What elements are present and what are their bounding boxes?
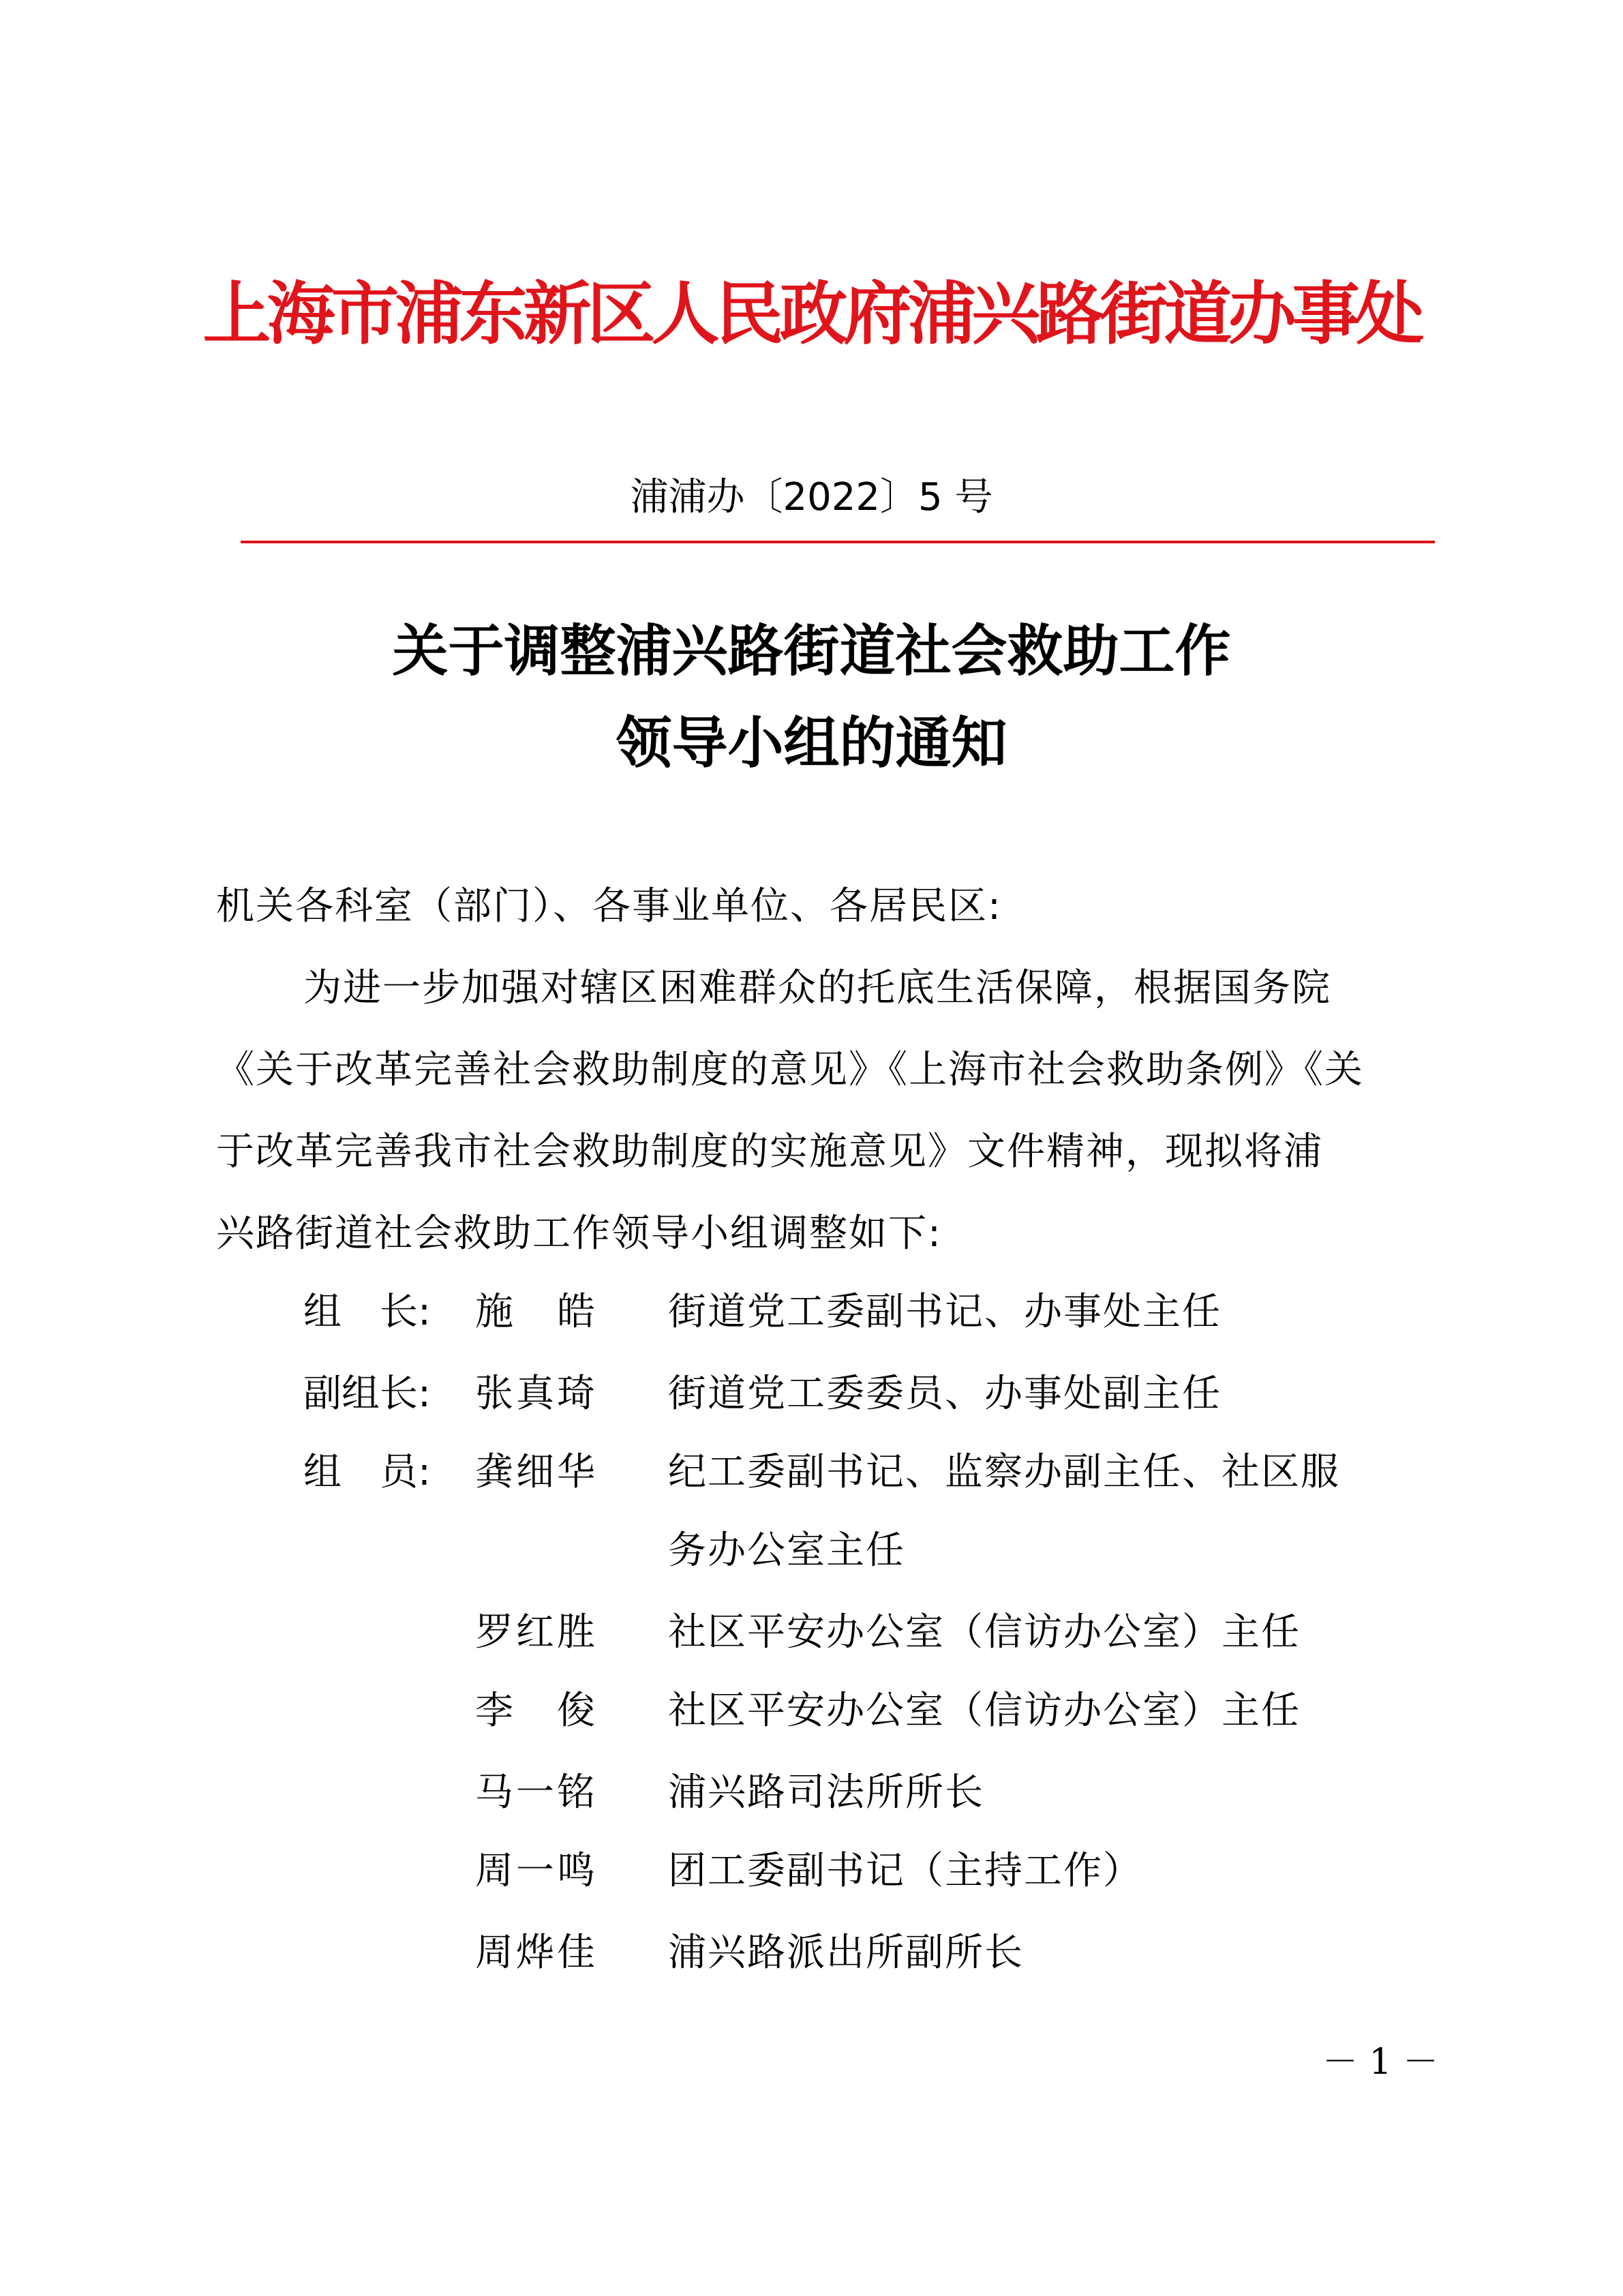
member-duty: 浦兴路司法所所长 bbox=[668, 1770, 984, 1815]
member-duty: 社区平安办公室（信访办公室）主任 bbox=[668, 1610, 1301, 1655]
member-duty-continued: 务办公室主任 bbox=[668, 1528, 905, 1573]
paragraph-line: 兴路街道社会救助工作领导小组调整如下: bbox=[216, 1211, 942, 1256]
document-title-line-1: 关于调整浦兴路街道社会救助工作 bbox=[392, 618, 1231, 684]
page-number: － 1 － bbox=[1322, 2042, 1439, 2083]
red-header-divider bbox=[241, 541, 1435, 543]
member-name: 周烨佳 bbox=[475, 1931, 598, 1975]
paragraph-line: 于改革完善我市社会救助制度的实施意见》文件精神，现拟将浦 bbox=[216, 1130, 1323, 1174]
member-role: 组 长: bbox=[303, 1290, 431, 1334]
salutation: 机关各科室（部门）、各事业单位、各居民区: bbox=[216, 884, 1002, 928]
member-name: 龚细华 bbox=[475, 1450, 598, 1494]
member-name: 施 皓 bbox=[475, 1290, 598, 1334]
member-name: 周一鸣 bbox=[475, 1849, 598, 1893]
member-name: 李 俊 bbox=[475, 1689, 598, 1733]
member-duty: 浦兴路派出所副所长 bbox=[668, 1931, 1024, 1975]
member-name: 罗红胜 bbox=[475, 1610, 598, 1655]
paragraph-line: 《关于改革完善社会救助制度的意见》《上海市社会救助条例》《关 bbox=[216, 1048, 1364, 1092]
member-duty: 团工委副书记（主持工作） bbox=[668, 1849, 1142, 1893]
member-duty: 街道党工委委员、办事处副主任 bbox=[668, 1372, 1222, 1416]
issuing-authority-title: 上海市浦东新区人民政府浦兴路街道办事处 bbox=[202, 273, 1421, 354]
document-title-line-2: 领导小组的通知 bbox=[616, 710, 1007, 776]
member-role: 组 员: bbox=[303, 1450, 431, 1494]
member-role: 副组长: bbox=[303, 1372, 431, 1416]
member-name: 张真琦 bbox=[475, 1372, 598, 1416]
member-name: 马一铭 bbox=[475, 1770, 598, 1815]
member-duty: 社区平安办公室（信访办公室）主任 bbox=[668, 1689, 1301, 1733]
paragraph-line: 为进一步加强对辖区困难群众的托底生活保障，根据国务院 bbox=[303, 966, 1331, 1010]
member-duty: 街道党工委副书记、办事处主任 bbox=[668, 1290, 1222, 1334]
member-duty: 纪工委副书记、监察办副主任、社区服 bbox=[668, 1450, 1340, 1494]
document-number: 浦浦办〔2022〕5 号 bbox=[630, 475, 993, 519]
